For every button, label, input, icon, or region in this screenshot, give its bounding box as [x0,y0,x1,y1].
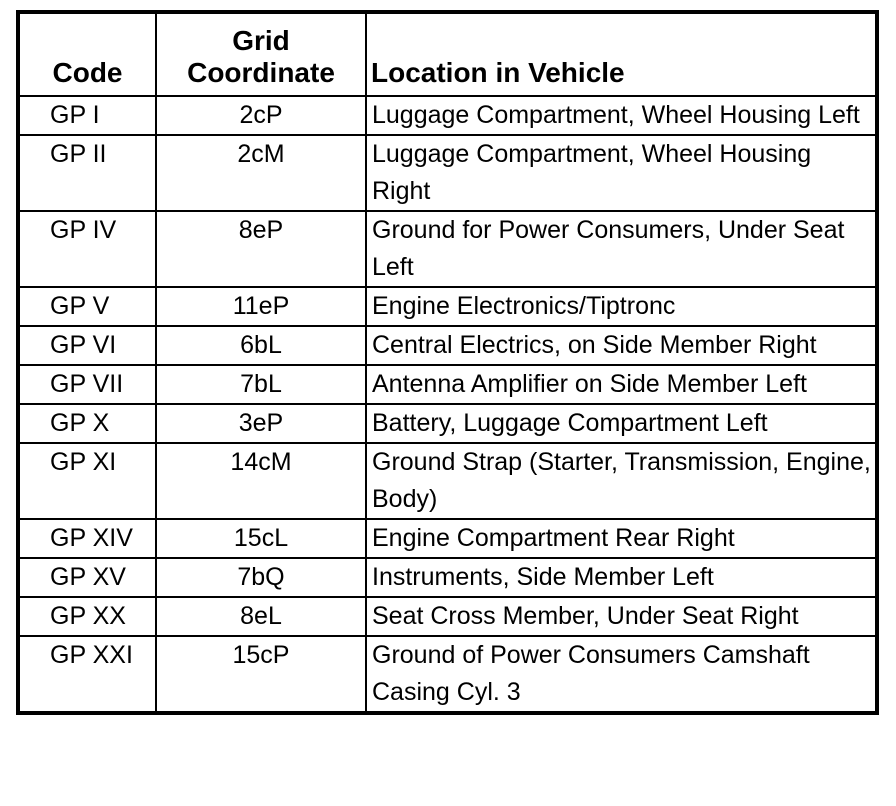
cell-grid: 15cP [156,636,366,713]
cell-grid: 2cP [156,96,366,135]
cell-grid: 2cM [156,135,366,211]
table-row [18,287,877,326]
cell-grid: 3eP [156,404,366,443]
cell-code: GP IV [18,211,156,287]
table-row [18,96,877,135]
cell-location: Seat Cross Member, Under Seat Right [366,597,877,636]
cell-code: GP II [18,135,156,211]
cell-grid: 11eP [156,287,366,326]
table-row [18,519,877,558]
cell-location: Central Electrics, on Side Member Right [366,326,877,365]
ground-points-table [16,10,879,715]
table-header-row [18,12,877,96]
cell-grid: 6bL [156,326,366,365]
cell-location: Luggage Compartment, Wheel Housing Right [366,135,877,211]
cell-code: GP XI [18,443,156,519]
header-code: Code [18,12,156,96]
header-grid-coordinate [156,12,366,96]
cell-code: GP I [18,96,156,135]
table-row [18,558,877,597]
table-row [18,365,877,404]
cell-code: GP X [18,404,156,443]
cell-code: GP XIV [18,519,156,558]
cell-code: GP VII [18,365,156,404]
cell-code: GP VI [18,326,156,365]
cell-grid: 14cM [156,443,366,519]
table-row [18,404,877,443]
cell-grid: 8eL [156,597,366,636]
cell-grid: 15cL [156,519,366,558]
cell-location: Ground of Power Consumers Camshaft Casing Cyl. 3 [366,636,877,713]
table-row [18,326,877,365]
header-grid-line1: Grid [232,25,290,56]
cell-code: GP XXI [18,636,156,713]
cell-location: Antenna Amplifier on Side Member Left [366,365,877,404]
cell-grid: 7bQ [156,558,366,597]
cell-location: Engine Compartment Rear Right [366,519,877,558]
cell-grid: 8eP [156,211,366,287]
table-row [18,135,877,211]
cell-code: GP XX [18,597,156,636]
cell-location: Ground for Power Consumers, Under Seat Left [366,211,877,287]
cell-grid: 7bL [156,365,366,404]
cell-code: GP XV [18,558,156,597]
table-row [18,597,877,636]
cell-location: Battery, Luggage Compartment Left [366,404,877,443]
table-row [18,211,877,287]
table-row [18,636,877,713]
cell-location: Engine Electronics/Tiptronc [366,287,877,326]
header-grid-line2: Coordinate [187,57,335,88]
cell-code: GP V [18,287,156,326]
cell-location: Instruments, Side Member Left [366,558,877,597]
cell-location: Ground Strap (Starter, Transmission, Engine, Body) [366,443,877,519]
cell-location: Luggage Compartment, Wheel Housing Left [366,96,877,135]
header-location: Location in Vehicle [366,12,877,96]
table-row [18,443,877,519]
